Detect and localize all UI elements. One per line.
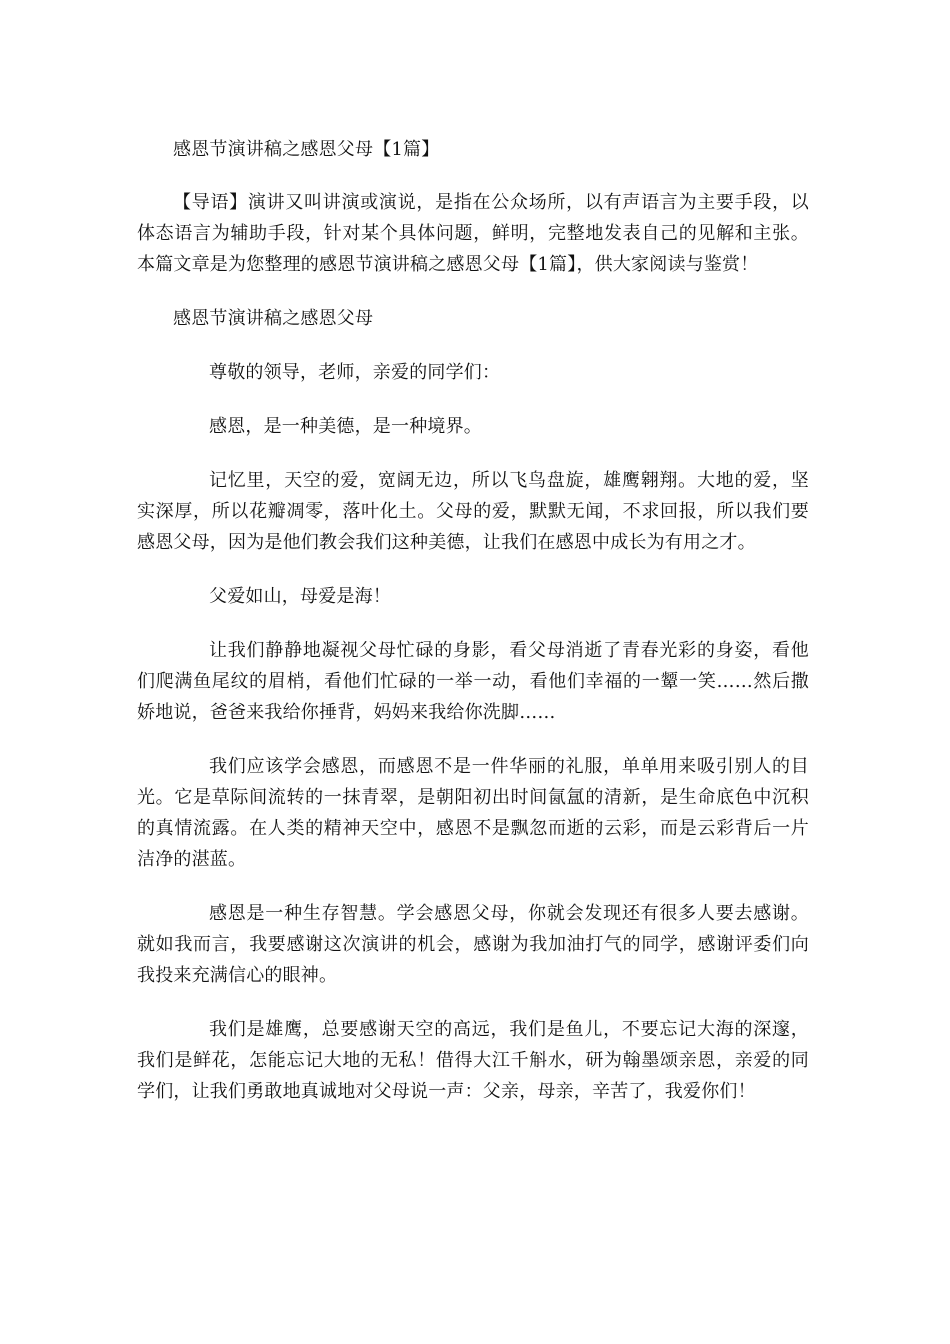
body-paragraph-salutation: 尊敬的领导，老师，亲爱的同学们： — [209, 362, 501, 383]
document-body — [137, 134, 809, 1130]
body-paragraph: 我们是雄鹰，总要感谢天空的高远，我们是鱼儿，不要忘记大海的深邃，我们是鲜花，怎能忘记大地的无私！借得大江千斛水，研为翰墨颂亲恩，亲爱的同学们，让我们勇敢地真诚地对父母说一声：父亲，母亲，辛苦了，我爱你们！ — [137, 1019, 809, 1102]
intro-paragraph: 【导语】演讲又叫讲演或演说，是指在公众场所，以有声语言为主要手段，以体态语言为辅助手段，针对某个具体问题，鲜明，完整地发表自己的见解和主张。本篇文章是为您整理的感恩节演讲稿之感恩父母【1篇】，供大家阅读与鉴赏！ — [137, 192, 809, 275]
body-paragraph: 让我们静静地凝视父母忙碌的身影，看父母消逝了青春光彩的身姿，看他们爬满鱼尾纹的眉梢，看他们忙碌的一举一动，看他们幸福的一颦一笑……然后撒娇地说，爸爸来我给你捶背，妈妈来我给你洗脚…… — [137, 640, 809, 723]
body-paragraph: 父爱如山，母爱是海！ — [209, 586, 391, 607]
speech-subtitle: 感恩节演讲稿之感恩父母 — [173, 308, 374, 329]
body-paragraph: 记忆里，天空的爱，宽阔无边，所以飞鸟盘旋，雄鹰翱翔。大地的爱，坚实深厚，所以花瓣凋零，落叶化土。父母的爱，默默无闻，不求回报，所以我们要感恩父母，因为是他们教会我们这种美德，让我们在感恩中成长为有用之才。 — [137, 470, 809, 553]
body-paragraph: 感恩，是一种美德，是一种境界。 — [209, 416, 482, 437]
document-title: 感恩节演讲稿之感恩父母【1篇】 — [173, 139, 440, 160]
body-paragraph: 我们应该学会感恩，而感恩不是一件华丽的礼服，单单用来吸引别人的目光。它是草际间流转的一抹青翠，是朝阳初出时间氤氲的清新，是生命底色中沉积的真情流露。在人类的精神天空中，感恩不是飘忽而逝的云彩，而是云彩背后一片洁净的湛蓝。 — [137, 756, 809, 870]
body-paragraph: 感恩是一种生存智慧。学会感恩父母，你就会发现还有很多人要去感谢。就如我而言，我要感谢这次演讲的机会，感谢为我加油打气的同学，感谢评委们向我投来充满信心的眼神。 — [137, 903, 809, 986]
